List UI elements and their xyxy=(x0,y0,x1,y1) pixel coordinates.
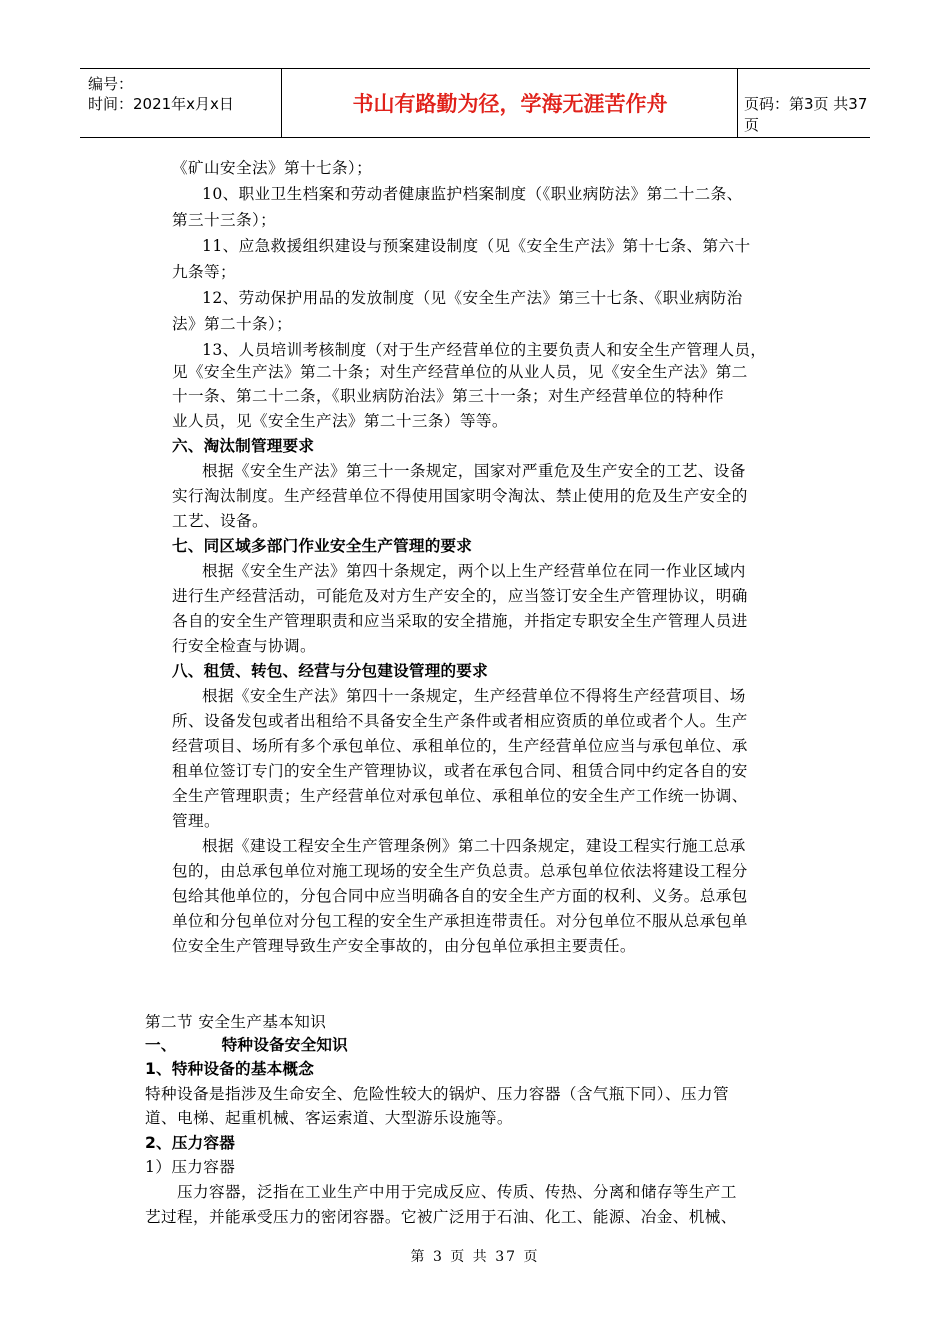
text-line: 第三十三条）； xyxy=(172,211,277,229)
text-line: 位安全生产管理导致生产安全事故的，由分包单位承担主要责任。 xyxy=(172,937,636,955)
text-line: 13、人员培训考核制度（对于生产经营单位的主要负责人和安全生产管理人员， xyxy=(202,341,767,359)
text-line: 各自的安全生产管理职责和应当采取的安全措施，并指定专职安全生产管理人员进 xyxy=(172,612,748,630)
text-line: 10、职业卫生档案和劳动者健康监护档案制度（《职业病防法》第二十二条、 xyxy=(202,185,743,203)
text-line: 租单位签订专门的安全生产管理协议，或者在承包合同、租赁合同中约定各自的安 xyxy=(172,762,748,780)
section-heading: 1、特种设备的基本概念 xyxy=(145,1060,314,1078)
text-line: 管理。 xyxy=(172,812,220,830)
section-heading: 一、 特种设备安全知识 xyxy=(145,1036,348,1054)
section-heading: 八、租赁、转包、经营与分包建设管理的要求 xyxy=(172,662,488,680)
text-line: 行安全检查与协调。 xyxy=(172,637,316,655)
section-heading: 六、淘汰制管理要求 xyxy=(172,437,315,455)
text-line: 根据《安全生产法》第四十一条规定，生产经营单位不得将生产经营项目、场 xyxy=(202,687,746,705)
text-line: 《矿山安全法》第十七条）； xyxy=(172,159,373,177)
text-line: 见《安全生产法》第二十条；对生产经营单位的从业人员，见《安全生产法》第二 xyxy=(172,363,748,381)
text-line: 包的，由总承包单位对施工现场的安全生产负总责。总承包单位依法将建设工程分 xyxy=(172,862,748,880)
text-line: 工艺、设备。 xyxy=(172,512,268,530)
header-motto: 书山有路勤为径，学海无涯苦作舟 xyxy=(352,92,668,116)
text-line: 艺过程，并能承受压力的密闭容器。它被广泛用于石油、化工、能源、冶金、机械、 xyxy=(145,1208,737,1226)
text-line: 全生产管理职责；生产经营单位对承包单位、承租单位的安全生产工作统一协调、 xyxy=(172,787,748,805)
text-line: 根据《安全生产法》第四十条规定，两个以上生产经营单位在同一作业区域内 xyxy=(202,562,746,580)
text-line: 进行生产经营活动，可能危及对方生产安全的，应当签订安全生产管理协议，明确 xyxy=(172,587,748,605)
text-line: 12、劳动保护用品的发放制度（见《安全生产法》第三十七条、《职业病防治 xyxy=(202,289,743,307)
text-line: 根据《建设工程安全生产管理条例》第二十四条规定，建设工程实行施工总承 xyxy=(202,837,746,855)
text-line: 十一条、第二十二条，《职业病防治法》第三十一条；对生产经营单位的特种作 xyxy=(172,387,724,405)
page-footer: 第 3 页 共 37 页 xyxy=(410,1249,540,1265)
text-line: 道、电梯、起重机械、客运索道、大型游乐设施等。 xyxy=(145,1109,513,1127)
date-line: 时间：2021年x月x日 xyxy=(88,95,234,113)
text-line: 1）压力容器 xyxy=(145,1158,236,1176)
text-line: 特种设备是指涉及生命安全、危险性较大的锅炉、压力容器（含气瓶下同）、压力管 xyxy=(145,1085,729,1103)
text-line: 11、应急救援组织建设与预案建设制度（见《安全生产法》第十七条、第六十 xyxy=(202,237,751,255)
text-line: 实行淘汰制度。生产经营单位不得使用国家明令淘汰、禁止使用的危及生产安全的 xyxy=(172,487,748,505)
section-heading: 七、同区域多部门作业安全生产管理的要求 xyxy=(172,537,473,555)
text-line: 单位和分包单位对分包工程的安全生产承担连带责任。对分包单位不服从总承包单 xyxy=(172,912,748,930)
text-line: 法》第二十条）； xyxy=(172,315,293,333)
text-line: 九条等； xyxy=(172,263,236,281)
section-heading: 2、压力容器 xyxy=(145,1134,236,1152)
text-line: 压力容器，泛指在工业生产中用于完成反应、传质、传热、分离和储存等生产工 xyxy=(177,1183,737,1201)
text-line: 所、设备发包或者出租给不具备安全生产条件或者相应资质的单位或者个人。生产 xyxy=(172,712,748,730)
chapter-heading: 第二节 安全生产基本知识 xyxy=(145,1013,327,1031)
text-line: 业人员，见《安全生产法》第二十三条）等等。 xyxy=(172,412,508,430)
text-line: 根据《安全生产法》第三十一条规定，国家对严重危及生产安全的工艺、设备 xyxy=(202,462,746,480)
text-line: 包给其他单位的，分包合同中应当明确各自的安全生产方面的权利、义务。总承包 xyxy=(172,887,748,905)
number-label: 编号： xyxy=(88,75,134,93)
text-line: 经营项目、场所有多个承包单位、承租单位的，生产经营单位应当与承包单位、承 xyxy=(172,737,748,755)
header-page-info: 页码：第3页 共37页 xyxy=(744,95,868,134)
